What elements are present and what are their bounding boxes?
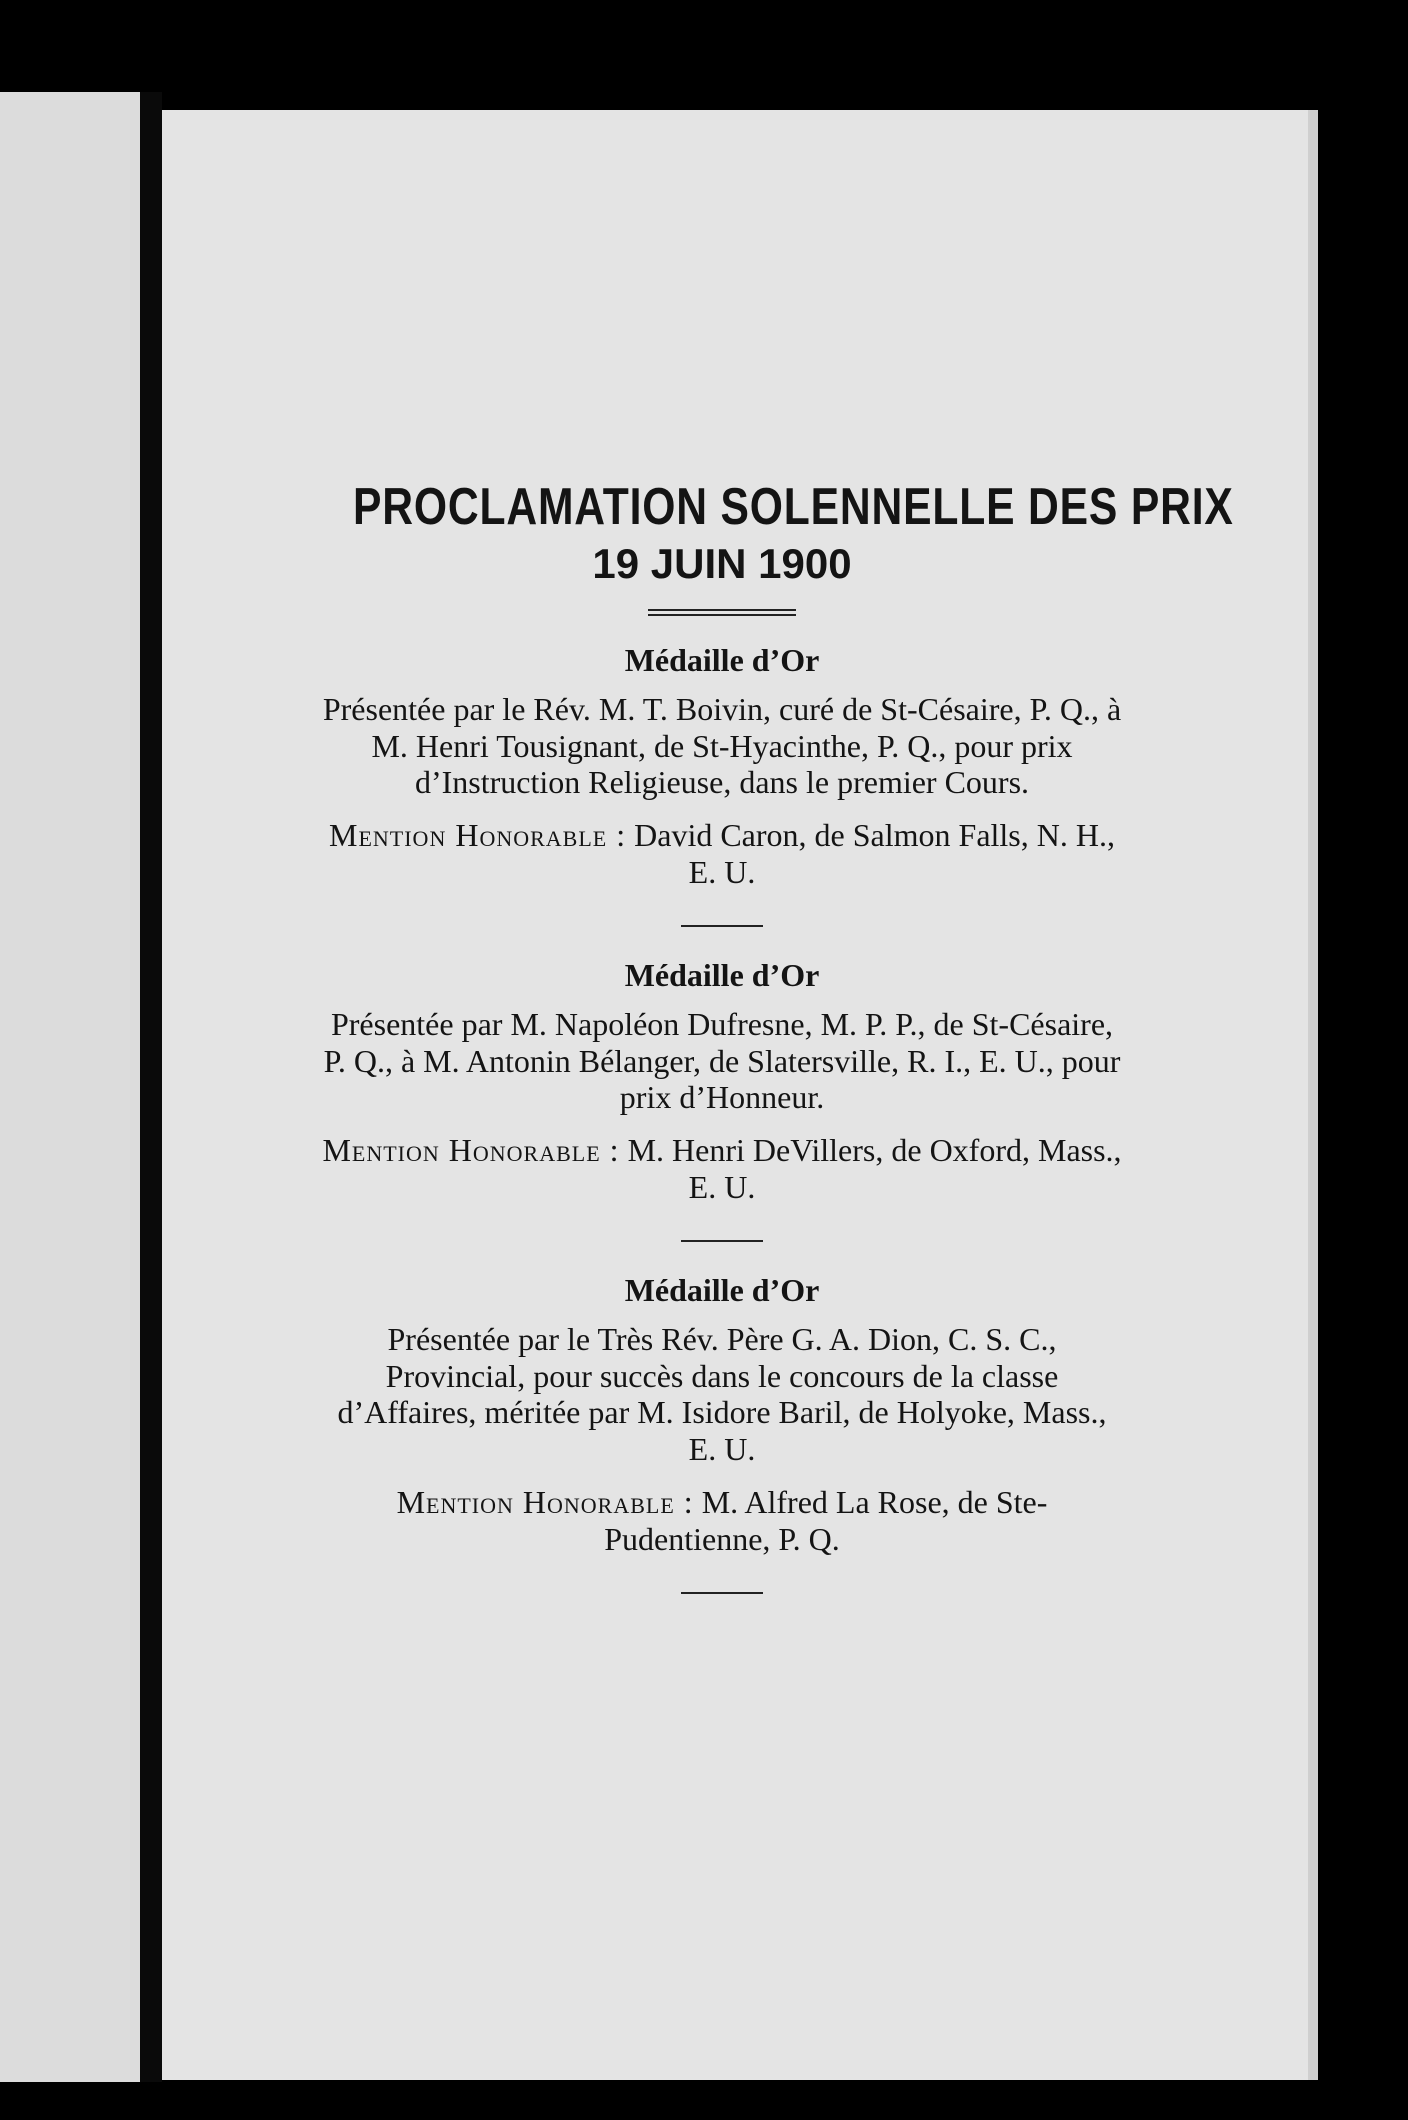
honorable-mention xyxy=(322,817,1122,891)
award-description: Présentée par le Rév. M. T. Boivin, curé de St-Césaire, P. Q., à M. Henri Tousignant, de St-Hyacinthe, P. Q., pour prix d’Instruction Religieuse, dans le premier Cours. xyxy=(322,690,1122,801)
mention-label: Mention Honorable : xyxy=(329,817,627,854)
award-title: Médaille d’Or xyxy=(624,1271,820,1308)
page-title: PROCLAMATION SOLENNELLE DES PRIX xyxy=(353,478,1234,536)
section-divider xyxy=(681,1240,763,1242)
honorable-mention xyxy=(322,1132,1122,1206)
award-title: Médaille d’Or xyxy=(624,956,820,993)
mention-label: Mention Honorable : xyxy=(322,1132,620,1169)
title-double-rule xyxy=(648,609,796,616)
page-content xyxy=(272,478,1234,1624)
book-binding xyxy=(140,92,162,2082)
section-divider xyxy=(681,1592,763,1594)
award-section-1 xyxy=(272,642,1172,891)
award-title: Médaille d’Or xyxy=(624,641,820,678)
award-description: Présentée par le Très Rév. Père G. A. Dion, C. S. C., Provincial, pour succès dans le concours de la classe d’Affaires, méritée par M. Isidore Baril, de Holyoke, Mass., E. U. xyxy=(337,1320,1107,1468)
award-section-3 xyxy=(272,1272,1172,1558)
mention-text: David Caron, de Salmon Falls, N. H., E. U. xyxy=(634,817,1115,890)
section-divider xyxy=(681,925,763,927)
left-page-edge xyxy=(0,92,140,2082)
mention-text: M. Alfred La Rose, de Ste-Pudentienne, P. Q. xyxy=(604,1483,1048,1557)
award-section-2 xyxy=(272,957,1172,1206)
honorable-mention xyxy=(322,1484,1122,1558)
document-page xyxy=(162,110,1318,2080)
mention-label: Mention Honorable : xyxy=(396,1483,694,1520)
ceremony-date: 19 JUIN 1900 xyxy=(592,539,852,587)
mention-text: M. Henri DeVillers, de Oxford, Mass., E. U. xyxy=(627,1132,1122,1205)
award-description: Présentée par M. Napoléon Dufresne, M. P. P., de St-Césaire, P. Q., à M. Antonin Bélanger, de Slatersville, R. I., E. U., pour prix d’Honneur. xyxy=(323,1005,1121,1116)
